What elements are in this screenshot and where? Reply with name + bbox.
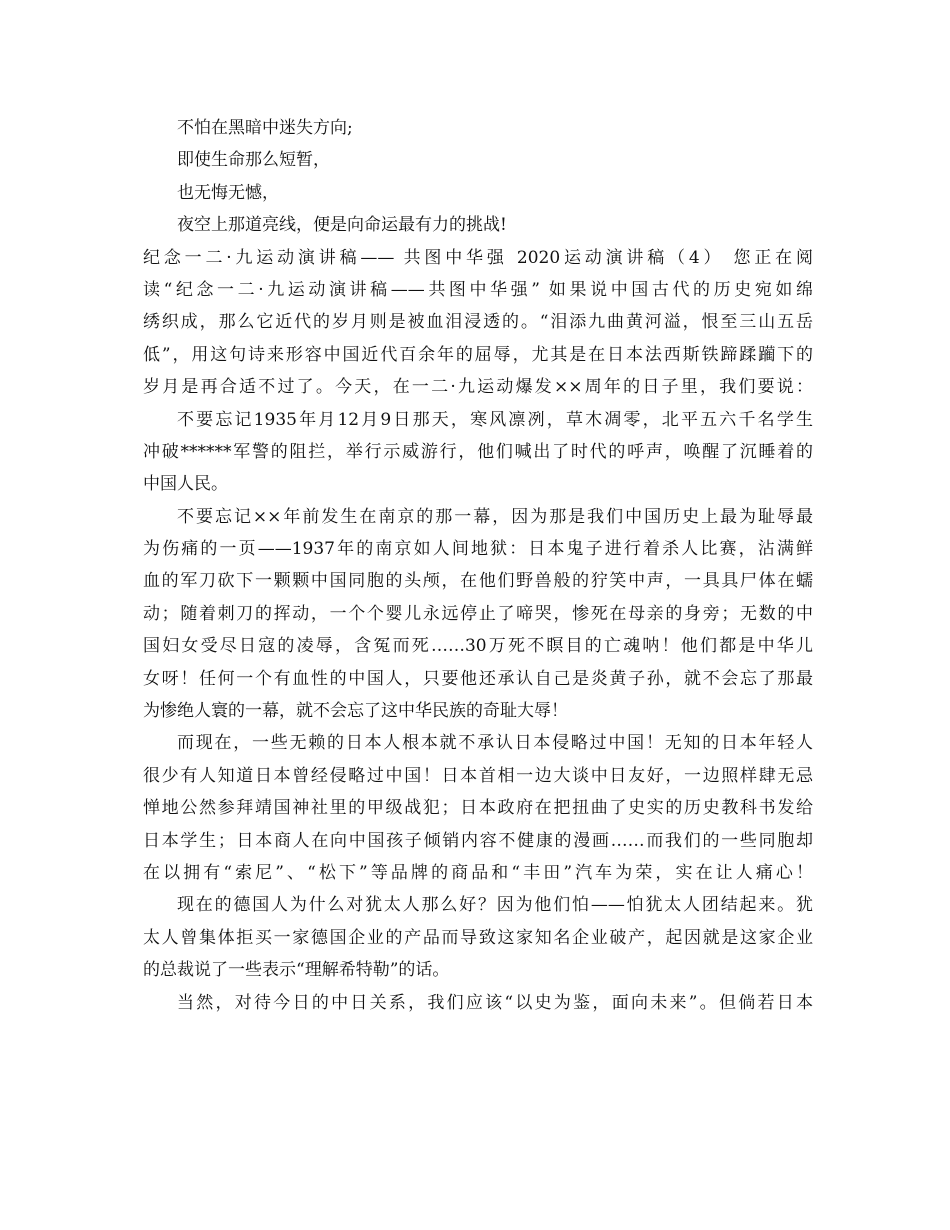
text-line: 冲破******军警的阻拦，举行示威游行，他们喊出了时代的呼声，唤醒了沉睡着的 — [143, 441, 813, 462]
text-line: 为伤痛的一页——1937年的南京如人间地狱：日本鬼子进行着杀人比赛，沾满鲜 — [143, 539, 813, 560]
text-line: 也无悔无憾， — [177, 182, 279, 203]
text-line: 动；随着刺刀的挥动，一个个婴儿永远停止了啼哭，惨死在母亲的身旁；无数的中 — [143, 603, 813, 624]
text-line: 太人曾集体拒买一家德国企业的产品而导致这家知名企业破产，起因就是这家企业 — [143, 927, 813, 948]
text-line: 不怕在黑暗中迷失方向; — [177, 118, 353, 138]
text-line: 血的军刀砍下一颗颗中国同胞的头颅，在他们野兽般的狞笑中声，一具具尸体在蠕 — [143, 571, 813, 592]
text-line: 为惨绝人寰的一幕，就不会忘了这中华民族的奇耻大辱！ — [143, 701, 568, 722]
text-line: 岁月是再合适不过了。今天，在一二·九运动爆发××周年的日子里，我们要说： — [143, 377, 813, 398]
text-line: 日本学生；日本商人在向中国孩子倾销内容不健康的漫画……而我们的一些同胞却 — [143, 830, 813, 851]
text-line: 纪念一二·九运动演讲稿—— 共图中华强 2020运动演讲稿（4） 您正在阅 — [143, 247, 813, 268]
text-line: 国妇女受尽日寇的凌辱，含冤而死……30万死不瞑目的亡魂呐！他们都是中华儿 — [143, 636, 813, 657]
text-line: 现在的德国人为什么对犹太人那么好？因为他们怕——怕犹太人团结起来。犹 — [177, 895, 813, 916]
text-line: 中国人民。 — [143, 474, 228, 495]
text-line: 而现在，一些无赖的日本人根本就不承认日本侵略过中国！无知的日本年轻人 — [177, 733, 813, 754]
text-line: 的总裁说了一些表示“理解希特勒”的话。 — [143, 960, 450, 981]
text-line: 低”，用这句诗来形容中国近代百余年的屈辱，尤其是在日本法西斯铁蹄蹂躏下的 — [143, 344, 813, 365]
text-line: 在以拥有“索尼”、“松下”等品牌的商品和“丰田”汽车为荣，实在让人痛心！ — [143, 862, 813, 883]
text-line: 绣织成，那么它近代的岁月则是被血泪浸透的。“泪添九曲黄河溢，恨至三山五岳 — [143, 312, 813, 333]
text-line: 很少有人知道日本曾经侵略过中国！日本首相一边大谈中日友好，一边照样肆无忌 — [143, 765, 813, 786]
text-line: 不要忘记1935年月12月9日那天，寒风凛冽，草木凋零，北平五六千名学生 — [177, 409, 813, 430]
text-line: 读“纪念一二·九运动演讲稿——共图中华强” 如果说中国古代的历史宛如绵 — [143, 279, 813, 300]
text-line: 惮地公然参拜靖国神社里的甲级战犯；日本政府在把扭曲了史实的历史教科书发给 — [143, 798, 813, 819]
text-line: 女呀！任何一个有血性的中国人，只要他还承认自己是炎黄子孙，就不会忘了那最 — [143, 668, 813, 689]
document-body — [143, 112, 813, 1019]
text-line: 当然，对待今日的中日关系，我们应该“以史为鉴，面向未来”。但倘若日本 — [177, 992, 813, 1013]
text-line: 即使生命那么短暂， — [177, 150, 330, 171]
text-line: 夜空上那道亮线，便是向命运最有力的挑战! — [177, 215, 507, 236]
text-line: 不要忘记××年前发生在南京的那一幕，因为那是我们中国历史上最为耻辱最 — [177, 506, 813, 527]
